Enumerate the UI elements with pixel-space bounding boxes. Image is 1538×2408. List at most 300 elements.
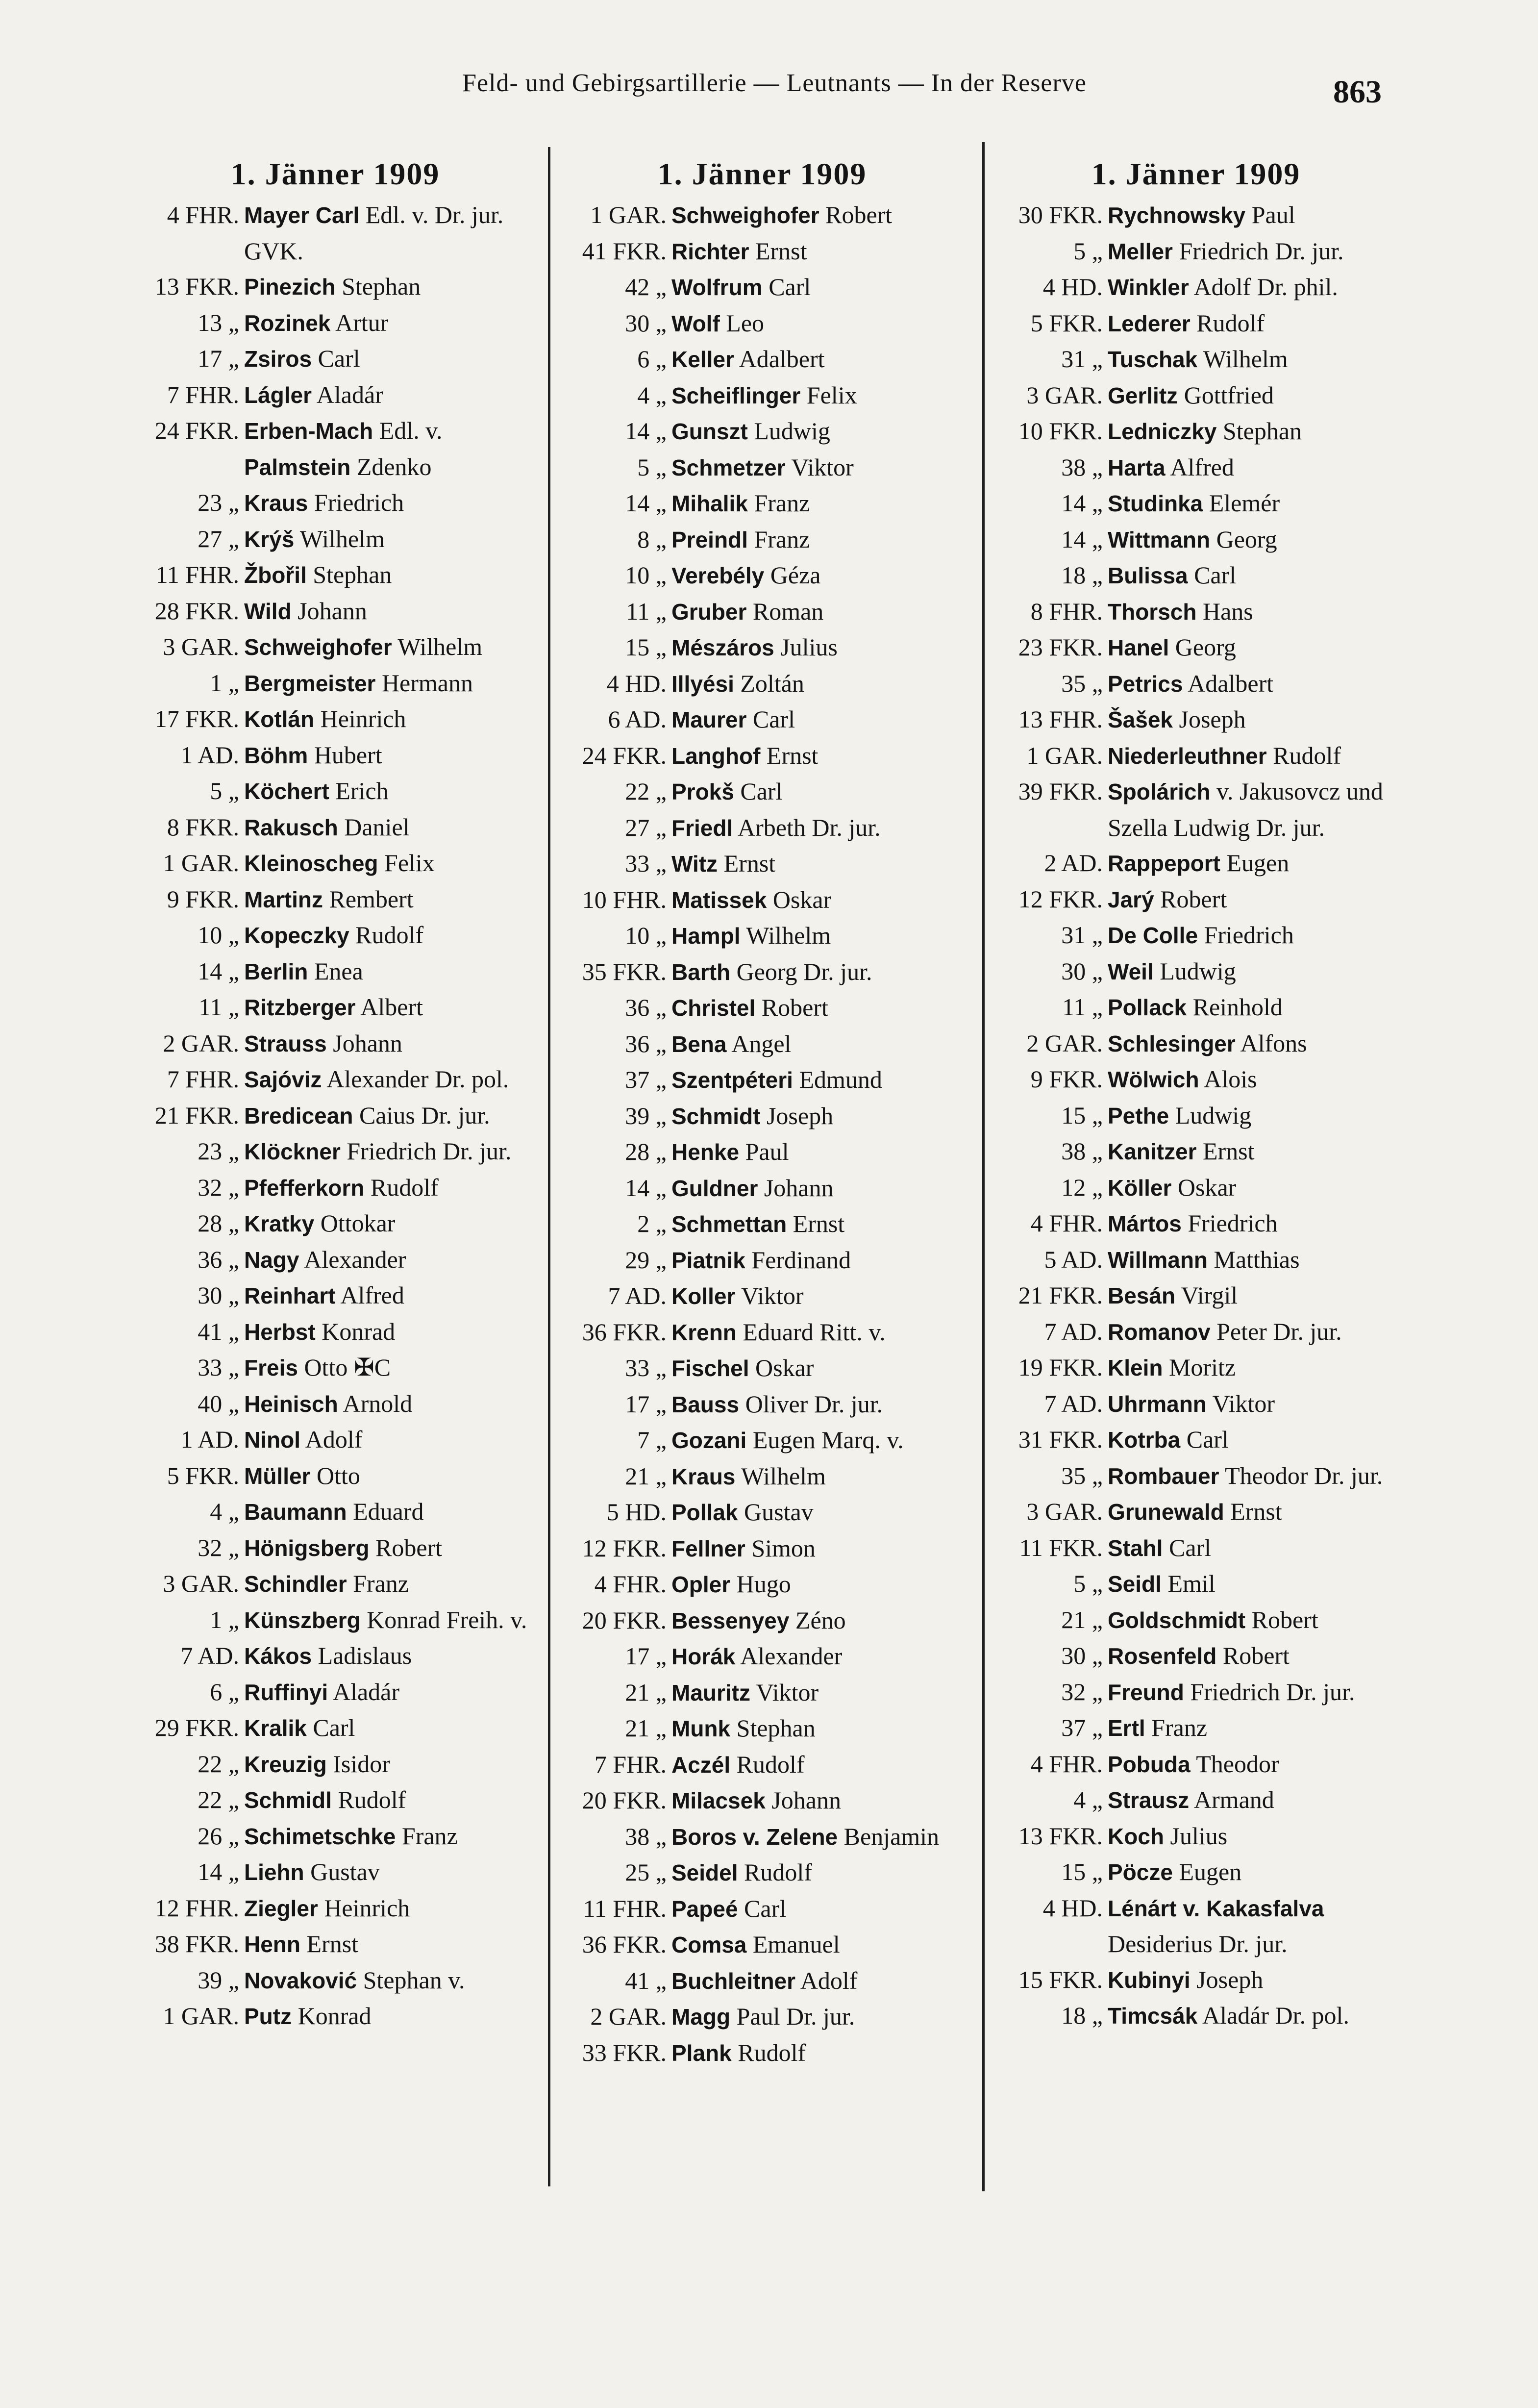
unit-code: 7 FHR. [594, 1750, 667, 1778]
unit-code: 10 FKR. [1018, 417, 1103, 445]
unit-code: 30 FKR. [1018, 201, 1103, 228]
unit-code: 10 „ [198, 921, 239, 949]
entry-text [244, 1962, 544, 1999]
entry-text [671, 557, 970, 594]
unit-code: 14 „ [625, 1174, 667, 1202]
surname: Jarý [1108, 886, 1154, 912]
given-name: Stephan [335, 273, 421, 300]
unit-code: 4 FHR. [1030, 1750, 1103, 1778]
given-name: Robert [1154, 885, 1227, 913]
surname: Ruffinyi [244, 1679, 328, 1705]
list-item [990, 269, 1402, 305]
given-name: Paul [739, 1138, 789, 1165]
surname: Freis [244, 1355, 298, 1380]
given-name: Oskar [1171, 1173, 1237, 1201]
unit-code: 11 FHR. [583, 1894, 667, 1922]
entry-text [671, 1566, 970, 1603]
surname: Kraus [671, 1463, 736, 1489]
list-item [554, 990, 970, 1026]
given-name: Aladár Dr. pol. [1197, 2002, 1349, 2029]
surname: Pfefferkorn [244, 1175, 365, 1201]
list-item [554, 269, 970, 305]
entry-text [244, 1458, 544, 1494]
given-name: Oliver Dr. jur. [739, 1390, 883, 1418]
unit-code: 10 „ [625, 561, 667, 589]
surname: Kotlán [244, 706, 315, 732]
entry-text [1108, 1494, 1402, 1530]
given-name: Erich [329, 777, 389, 804]
unit-code: 17 „ [625, 1642, 667, 1670]
given-name: Friedrich [1198, 921, 1294, 949]
surname: Witz [671, 851, 718, 877]
unit-code: 1 GAR. [163, 2002, 239, 2030]
entry-text [244, 1026, 544, 1062]
entry-text [671, 1386, 970, 1423]
list-item [554, 1855, 970, 1891]
entry-text [244, 1674, 544, 1710]
list-item [126, 449, 544, 485]
list-item [990, 917, 1402, 953]
surname: Zsiros [244, 346, 312, 372]
list-item [990, 1638, 1402, 1674]
list-item [990, 845, 1402, 881]
given-name: Felix [800, 381, 857, 409]
surname: Koch [1108, 1823, 1164, 1849]
unit-code: 5 AD. [1044, 1245, 1103, 1273]
unit-code: 29 „ [625, 1246, 667, 1274]
entry-text [244, 485, 544, 521]
unit-code: 37 „ [625, 1066, 667, 1093]
list-item [126, 1638, 544, 1674]
entry-text [244, 377, 544, 413]
entry-text [1108, 666, 1402, 702]
list-item [990, 1458, 1402, 1494]
list-item [554, 1314, 970, 1351]
given-name: Ernst [300, 1930, 359, 1957]
entry-text [1108, 1242, 1402, 1278]
entry-text [244, 1494, 544, 1530]
unit-code: 38 „ [1061, 453, 1103, 481]
given-name: Julius [774, 633, 838, 661]
unit-code: 5 FKR. [167, 1461, 239, 1489]
entry-text [671, 774, 970, 810]
surname: Nagy [244, 1247, 299, 1273]
surname: Mihalik [671, 491, 748, 516]
list-item [990, 881, 1402, 918]
entry-text [244, 413, 544, 449]
entry-list [990, 197, 1402, 2034]
given-name: Joseph [760, 1102, 834, 1129]
given-name: Wilhelm [735, 1462, 826, 1490]
given-name: Johann [758, 1174, 834, 1202]
list-item [126, 1061, 544, 1098]
surname: Kratky [244, 1211, 315, 1236]
list-item [554, 1242, 970, 1279]
entry-text [671, 918, 970, 954]
given-name: Georg [1210, 525, 1277, 553]
given-name: Ernst [749, 237, 807, 265]
entry-text [1108, 341, 1402, 377]
unit-code: 21 „ [625, 1678, 667, 1706]
given-name: Ladislaus [312, 1642, 412, 1669]
list-item [990, 1205, 1402, 1242]
surname: Schmettan [671, 1211, 787, 1237]
given-name: Friedrich Dr. jur. [1184, 1678, 1355, 1706]
given-name: Carl [738, 1894, 787, 1922]
given-name: Ernst [787, 1210, 845, 1237]
given-name: Felix [378, 849, 435, 877]
entry-text [671, 810, 970, 846]
surname: Pobuda [1108, 1751, 1191, 1777]
list-item [554, 594, 970, 630]
given-name: Rudolf [349, 921, 424, 949]
entry-text [244, 1854, 544, 1890]
entry-text [671, 2035, 970, 2071]
unit-code: 35 „ [1061, 669, 1103, 697]
list-item [126, 1530, 544, 1566]
surname: Schmidt [671, 1103, 761, 1129]
unit-code: 12 „ [1061, 1173, 1103, 1201]
entry-text [1108, 557, 1402, 594]
unit-code: 30 „ [1061, 957, 1103, 985]
unit-code: 7 AD. [608, 1282, 667, 1309]
given-name: Matthias [1208, 1245, 1300, 1273]
unit-code: 5 „ [210, 777, 239, 804]
list-item [126, 269, 544, 305]
given-name: Viktor [750, 1678, 819, 1706]
list-item [126, 1242, 544, 1278]
surname: Winkler [1108, 275, 1189, 300]
given-name: Aladár [312, 380, 383, 408]
entry-text [244, 1061, 544, 1098]
unit-code: 1 AD. [180, 741, 239, 769]
surname: Barth [671, 959, 731, 985]
surname: Timcsák [1108, 2003, 1198, 2029]
list-item [126, 917, 544, 953]
unit-code: 36 FKR. [582, 1931, 667, 1958]
list-item [990, 1566, 1402, 1602]
list-item [554, 1999, 970, 2035]
list-item [554, 450, 970, 486]
entry-text [671, 1134, 970, 1170]
surname: Berlin [244, 958, 308, 984]
list-item [990, 1746, 1402, 1782]
unit-code: 33 „ [625, 1354, 667, 1381]
given-name: Elemér [1203, 489, 1280, 517]
entry-text [671, 1999, 970, 2035]
list-item [990, 1061, 1402, 1098]
given-name: Georg Dr. jur. [730, 957, 872, 985]
list-item [990, 1854, 1402, 1890]
entry-text [671, 1638, 970, 1675]
list-item [126, 1962, 544, 1999]
unit-code: 1 GAR. [1026, 741, 1103, 769]
unit-code: 14 „ [198, 1858, 239, 1885]
surname: Klöckner [244, 1139, 341, 1164]
entry-text [671, 1314, 970, 1351]
surname: Hönigsberg [244, 1535, 370, 1561]
given-name: Edl. v. Dr. jur. GVK. [244, 201, 504, 265]
list-item [554, 954, 970, 990]
unit-code: 4 HD. [1042, 273, 1103, 301]
surname: Romanov [1108, 1319, 1211, 1345]
surname: Illyési [671, 671, 734, 697]
list-item [126, 1674, 544, 1710]
entry-text [671, 1458, 970, 1495]
entry-text [1108, 738, 1402, 774]
unit-code: 15 „ [1061, 1101, 1103, 1129]
surname: Gunszt [671, 419, 748, 444]
surname: Bulissa [1108, 563, 1188, 588]
entry-text [1108, 989, 1402, 1026]
entry-text [244, 1314, 544, 1350]
surname: Ertl [1108, 1715, 1145, 1741]
entry-text [1108, 1998, 1402, 2034]
unit-code: 2 AD. [1044, 849, 1103, 877]
unit-code: 27 „ [625, 813, 667, 841]
list-item [554, 702, 970, 738]
unit-code: 8 „ [637, 525, 667, 553]
entry-text [671, 1710, 970, 1747]
given-name: Angel [726, 1029, 792, 1057]
list-item [554, 1603, 970, 1639]
unit-code: 4 FHR. [167, 201, 239, 228]
surname: Mártos [1108, 1211, 1182, 1236]
list-item [554, 1062, 970, 1098]
unit-code: 14 „ [198, 957, 239, 985]
entry-text [671, 1747, 970, 1783]
surname: Bauss [671, 1391, 740, 1417]
unit-code: 6 „ [210, 1678, 239, 1706]
surname: Spolárich [1108, 779, 1211, 804]
unit-code: 7 FHR. [167, 380, 239, 408]
list-item [990, 450, 1402, 486]
list-item [990, 1998, 1402, 2034]
surname: Strauss [244, 1030, 327, 1056]
given-name: Konrad Freih. v. [360, 1605, 527, 1633]
unit-code: 41 „ [198, 1317, 239, 1345]
surname: Ninol [244, 1427, 300, 1453]
surname: Piatnik [671, 1247, 745, 1273]
entry-text [244, 917, 544, 953]
surname: Grunewald [1108, 1499, 1224, 1525]
given-name: Zéno [789, 1606, 846, 1634]
surname: Rosenfeld [1108, 1643, 1217, 1669]
unit-code: 25 „ [625, 1858, 667, 1886]
surname: Niederleuthner [1108, 743, 1267, 769]
entry-text [671, 1963, 970, 1999]
list-item [126, 629, 544, 665]
surname: Scheiflinger [671, 382, 801, 408]
surname: Ledniczky [1108, 419, 1217, 444]
list-item [990, 1386, 1402, 1422]
entry-text [1108, 1422, 1402, 1458]
surname: Kopeczky [244, 923, 349, 948]
entry-text [244, 305, 544, 341]
entry-text [671, 377, 970, 414]
given-name: Ernst [1196, 1137, 1255, 1165]
unit-code: 5 HD. [606, 1498, 667, 1526]
list-item [554, 1566, 970, 1603]
given-name: Caius Dr. jur. [353, 1101, 490, 1129]
given-name: Heinrich [318, 1894, 410, 1922]
entry-text [244, 1638, 544, 1674]
column-heading: 1. Jänner 1909 [657, 156, 867, 191]
surname: Plank [671, 2040, 732, 2066]
given-name: Gustav [738, 1498, 814, 1526]
given-name: Wilhelm [1197, 345, 1288, 373]
given-name: Hubert [308, 741, 382, 769]
list-item [990, 738, 1402, 774]
unit-code: 12 FKR. [1018, 885, 1103, 913]
entry-text [1108, 1278, 1402, 1314]
given-name: Reinhold [1187, 993, 1283, 1021]
entry-text [244, 1710, 544, 1746]
list-item [990, 1170, 1402, 1206]
given-name: Carl [306, 1714, 355, 1741]
unit-code: 12 FKR. [582, 1534, 667, 1562]
entry-text [1108, 917, 1402, 953]
surname: Schweighofer [671, 202, 819, 228]
list-item [126, 1098, 544, 1134]
unit-code: 39 „ [198, 1966, 239, 1994]
unit-code: 28 „ [625, 1138, 667, 1165]
surname: Kreuzig [244, 1751, 327, 1777]
list-item [554, 197, 970, 233]
entry-text [1108, 1674, 1402, 1710]
entry-text [244, 773, 544, 809]
surname: Wild [244, 598, 292, 624]
surname: Guldner [671, 1175, 758, 1201]
entry-text [1108, 1530, 1402, 1566]
surname: Klein [1108, 1355, 1163, 1380]
unit-code: 14 „ [625, 417, 667, 445]
surname: Kotrba [1108, 1427, 1181, 1453]
column-3 [990, 156, 1402, 2034]
running-header: Feld- und Gebirgsartillerie — Leutnants — In der Reserve [462, 69, 1087, 97]
list-item [990, 1494, 1402, 1530]
unit-code: 40 „ [198, 1389, 239, 1417]
surname: Ziegler [244, 1895, 318, 1921]
entry-text [671, 1350, 970, 1386]
column-heading: 1. Jänner 1909 [1091, 156, 1301, 191]
list-item [990, 1278, 1402, 1314]
list-item [126, 197, 544, 269]
surname: Tuschak [1108, 347, 1198, 372]
given-name: Robert [1245, 1605, 1318, 1633]
surname: Palmstein [244, 454, 351, 480]
list-item [126, 1350, 544, 1386]
list-item [554, 522, 970, 558]
list-item [126, 1314, 544, 1350]
list-item [126, 305, 544, 341]
column-divider [982, 142, 985, 2191]
given-name: Otto ✠C [298, 1354, 391, 1381]
entry-text [1108, 1458, 1402, 1494]
given-name: Franz [396, 1822, 458, 1850]
surname: Besán [1108, 1283, 1176, 1308]
surname: Wölwich [1108, 1067, 1199, 1092]
unit-code: 21 „ [625, 1714, 667, 1742]
entry-text [671, 1603, 970, 1639]
unit-code: 35 FKR. [582, 957, 667, 985]
unit-code: 31 FKR. [1018, 1426, 1103, 1453]
surname: Fellner [671, 1535, 745, 1561]
given-name: Rudolf [331, 1786, 406, 1813]
unit-code: 38 „ [1061, 1137, 1103, 1165]
entry-text [671, 1422, 970, 1458]
given-name: Stephan v. [357, 1966, 465, 1994]
given-name: Carl [312, 345, 360, 372]
list-item [990, 1782, 1402, 1818]
surname: Šašek [1108, 707, 1173, 732]
given-name: Carl [762, 273, 811, 301]
list-item [554, 1170, 970, 1206]
given-name: Ernst [1224, 1498, 1282, 1525]
list-item [126, 1926, 544, 1962]
given-name: Benjamin [838, 1822, 940, 1850]
unit-code: 2 GAR. [163, 1029, 239, 1057]
entry-text [671, 1206, 970, 1242]
list-item [126, 809, 544, 846]
given-name: Rembert [323, 885, 414, 913]
surname: Putz [244, 2004, 292, 2029]
surname: Heinisch [244, 1391, 338, 1417]
entry-text [671, 702, 970, 738]
unit-code: 1 „ [210, 669, 239, 697]
unit-code: 6 „ [637, 345, 667, 373]
list-item [990, 1530, 1402, 1566]
list-item [554, 1638, 970, 1675]
column-divider [548, 147, 550, 2186]
list-item [126, 1494, 544, 1530]
unit-code: 21 „ [1061, 1605, 1103, 1633]
surname: Comsa [671, 1932, 747, 1957]
given-name: Simon [745, 1534, 816, 1562]
given-name: Leo [719, 309, 765, 337]
entry-text [244, 1566, 544, 1602]
unit-code: 11 FKR. [1019, 1533, 1103, 1561]
unit-code: 33 „ [625, 850, 667, 877]
given-name: v. Jakusovcz und Szella Ludwig Dr. jur. [1108, 778, 1383, 841]
entry-text [1108, 1061, 1402, 1098]
unit-code: 3 GAR. [163, 633, 239, 660]
entry-text [671, 485, 970, 522]
given-name: Arnold [338, 1389, 413, 1417]
entry-text [671, 1855, 970, 1891]
given-name: Wilhelm [392, 633, 483, 660]
entry-text [244, 1170, 544, 1206]
given-name: Arbeth Dr. jur. [733, 813, 881, 841]
surname: Bergmeister [244, 670, 376, 696]
entry-text [244, 1098, 544, 1134]
surname: Kleinoscheg [244, 851, 378, 876]
list-item [126, 1386, 544, 1422]
surname: Rozinek [244, 310, 331, 336]
entry-text [1108, 269, 1402, 305]
surname: Liehn [244, 1859, 304, 1885]
unit-code: 41 FKR. [582, 237, 667, 265]
unit-code: 24 FKR. [154, 417, 239, 444]
given-name: Eugen [1220, 849, 1290, 877]
given-name: Rudolf [364, 1173, 439, 1201]
surname: Thorsch [1108, 599, 1197, 625]
surname: Kralik [244, 1715, 307, 1741]
surname: Koller [671, 1283, 736, 1309]
list-item [990, 594, 1402, 630]
given-name: Franz [747, 489, 810, 517]
list-item [554, 1458, 970, 1495]
